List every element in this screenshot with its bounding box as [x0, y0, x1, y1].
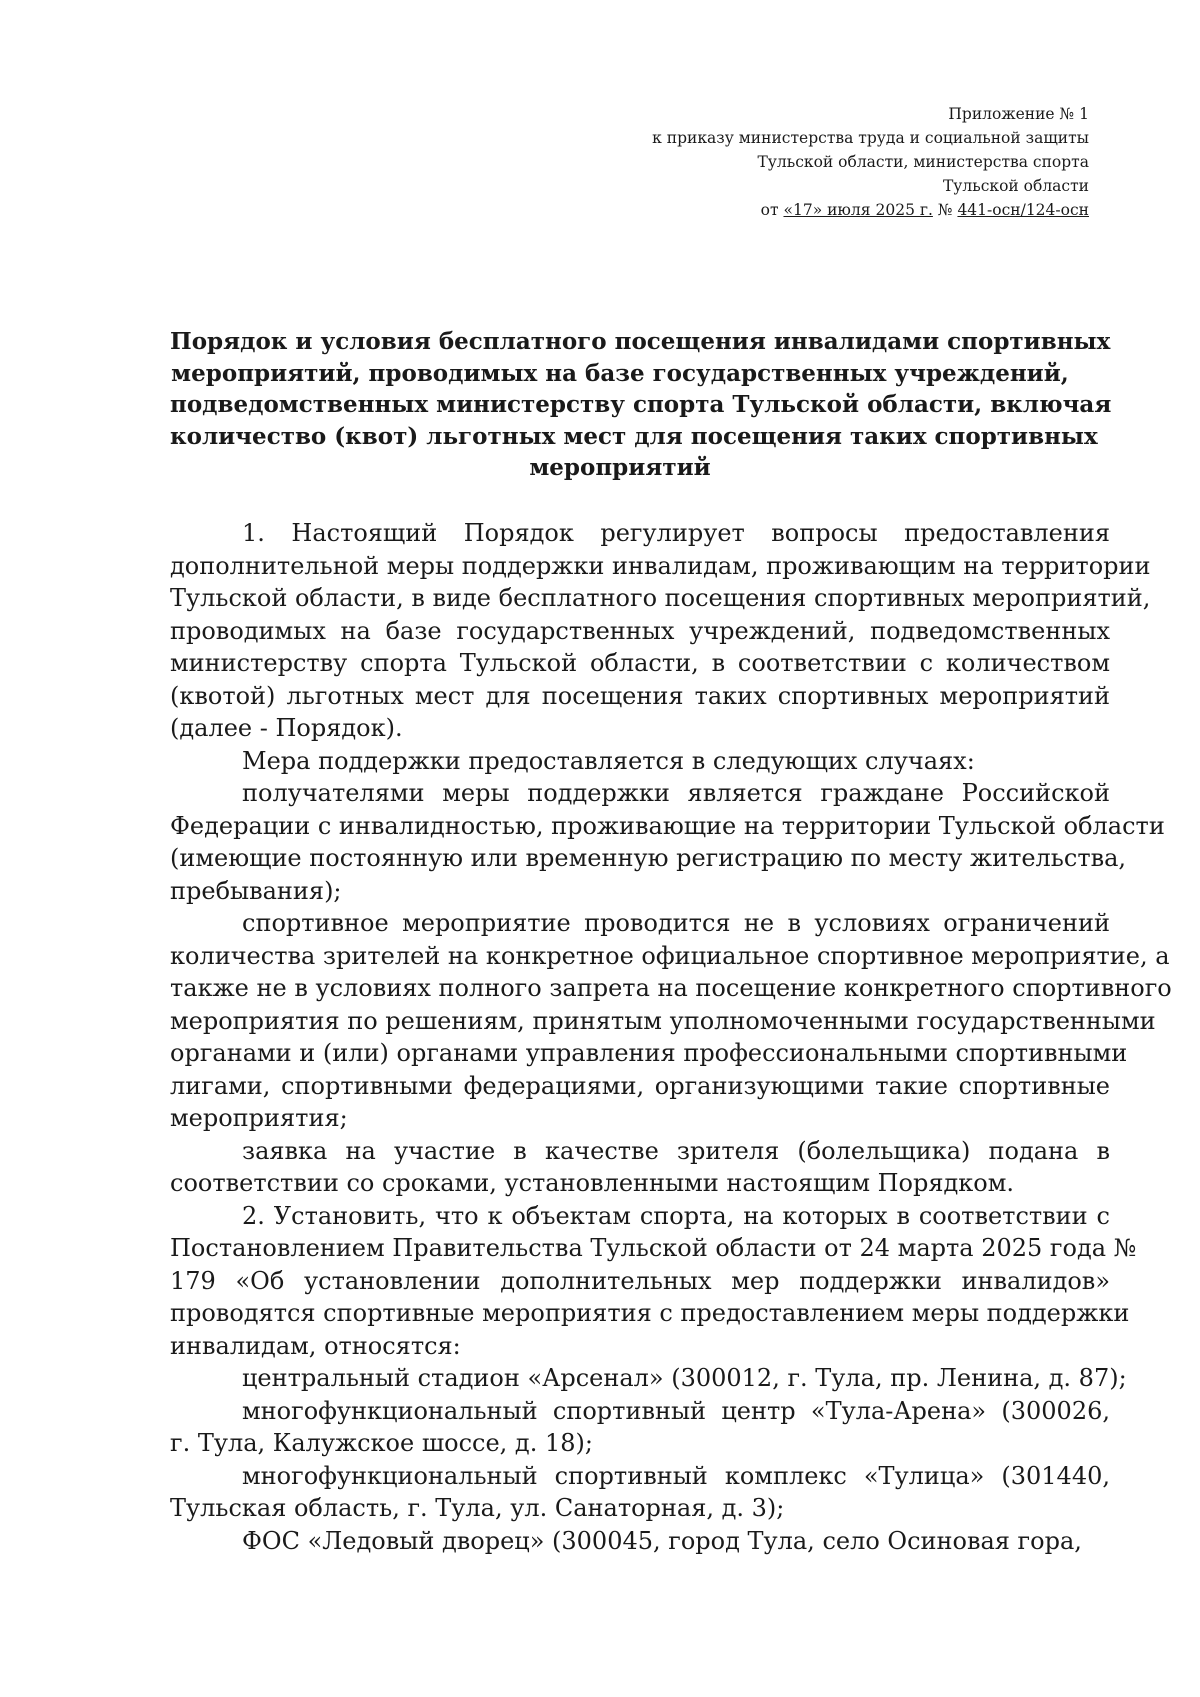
paragraph-line: инвалидам, относятся: — [170, 1331, 461, 1360]
body-paragraph — [170, 907, 1172, 1135]
date-prefix: от — [760, 201, 784, 219]
paragraph-line: органами и (или) органами управления профессиональными спортивными — [170, 1039, 1128, 1067]
paragraph-line: (далее - Порядок). — [170, 714, 403, 742]
paragraph-line: (имеющие постоянную или временную регистрацию по месту жительства, — [170, 844, 1127, 872]
appendix-line: Тульской области, министерства спорта — [757, 153, 1089, 171]
paragraph-line: спортивное мероприятие проводится не в условиях ограничений — [242, 909, 1110, 937]
paragraph-line: дополнительной меры поддержки инвалидам, проживающим на территории — [170, 551, 1151, 580]
body-paragraph — [170, 1395, 1110, 1460]
paragraph-line: министерству спорта Тульской области, в соответствии с количеством — [170, 649, 1110, 677]
paragraph-line: Постановлением Правительства Тульской области от 24 марта 2025 года № — [170, 1234, 1137, 1262]
paragraph-line: многофункциональный спортивный комплекс «Тулица» (301440, — [242, 1461, 1110, 1490]
paragraph-line: Мера поддержки предоставляется в следующих случаях: — [242, 746, 975, 775]
body-paragraph — [170, 745, 1110, 778]
body-paragraph — [170, 1525, 1110, 1558]
paragraph-line: г. Тула, Калужское шоссе, д. 18); — [170, 1429, 593, 1457]
document-title — [170, 326, 1112, 484]
paragraph-line: Федерации с инвалидностью, проживающие на территории Тульской области — [170, 811, 1165, 840]
paragraph-line: также не в условиях полного запрета на посещение конкретного спортивного — [170, 974, 1172, 1002]
body-paragraph — [170, 1200, 1137, 1363]
title-line: мероприятий, проводимых на базе государственных учреждений, — [171, 359, 1069, 387]
appendix-line: Приложение № 1 — [948, 105, 1089, 123]
appendix-line: к приказу министерства труда и социальной защиты — [652, 129, 1089, 147]
paragraph-line: (квотой) льготных мест для посещения таких спортивных мероприятий — [170, 681, 1110, 710]
paragraph-line: 2. Установить, что к объектам спорта, на которых в соответствии с — [242, 1201, 1110, 1230]
title-line: Порядок и условия бесплатного посещения инвалидами спортивных — [170, 328, 1111, 355]
order-date: «17» июля 2025 г. — [783, 201, 933, 219]
body-paragraph — [170, 1460, 1110, 1525]
paragraph-line: 179 «Об установлении дополнительных мер поддержки инвалидов» — [170, 1266, 1110, 1295]
body-paragraph — [170, 1135, 1110, 1200]
title-line: подведомственных министерству спорта Тульской области, включая — [170, 391, 1112, 418]
appendix-header — [652, 102, 1089, 222]
appendix-line: Тульской области — [942, 177, 1089, 195]
paragraph-line: количества зрителей на конкретное официальное спортивное мероприятие, а — [170, 941, 1170, 970]
number-prefix: № — [932, 201, 958, 219]
body-paragraph — [170, 777, 1165, 907]
title-line: мероприятий — [529, 454, 711, 481]
paragraph-line: соответствии со сроками, установленными настоящим Порядком. — [170, 1169, 1015, 1197]
paragraph-line: центральный стадион «Арсенал» (300012, г. Тула, пр. Ленина, д. 87); — [242, 1364, 1127, 1392]
paragraph-line: заявка на участие в качестве зрителя (болельщика) подана в — [242, 1136, 1110, 1165]
body-paragraph — [170, 1362, 1127, 1395]
paragraph-line: ФОС «Ледовый дворец» (300045, город Тула, село Осиновая гора, — [242, 1526, 1082, 1555]
body-paragraph — [170, 517, 1151, 745]
paragraph-line: получателями меры поддержки является граждане Российской — [242, 779, 1110, 807]
paragraph-line: мероприятия по решениям, принятым уполномоченными государственными — [170, 1006, 1156, 1035]
paragraph-line: лигами, спортивными федерациями, организующими такие спортивные — [170, 1071, 1110, 1100]
order-number: 441-осн/124-осн — [957, 201, 1089, 219]
paragraph-line: Тульская область, г. Тула, ул. Санаторная, д. 3); — [170, 1494, 785, 1522]
paragraph-line: 1. Настоящий Порядок регулирует вопросы предоставления — [242, 519, 1110, 547]
title-line: количество (квот) льготных мест для посещения таких спортивных — [170, 422, 1098, 450]
paragraph-line: Тульской области, в виде бесплатного посещения спортивных мероприятий, — [170, 584, 1151, 612]
paragraph-line: многофункциональный спортивный центр «Тула-Арена» (300026, — [242, 1396, 1110, 1425]
document-body — [170, 517, 1172, 1557]
appendix-date-line — [652, 198, 1089, 222]
paragraph-line: проводимых на базе государственных учреждений, подведомственных — [170, 616, 1110, 645]
paragraph-line: проводятся спортивные мероприятия с предоставлением меры поддержки — [170, 1299, 1130, 1327]
paragraph-line: мероприятия; — [170, 1104, 348, 1132]
paragraph-line: пребывания); — [170, 876, 342, 905]
